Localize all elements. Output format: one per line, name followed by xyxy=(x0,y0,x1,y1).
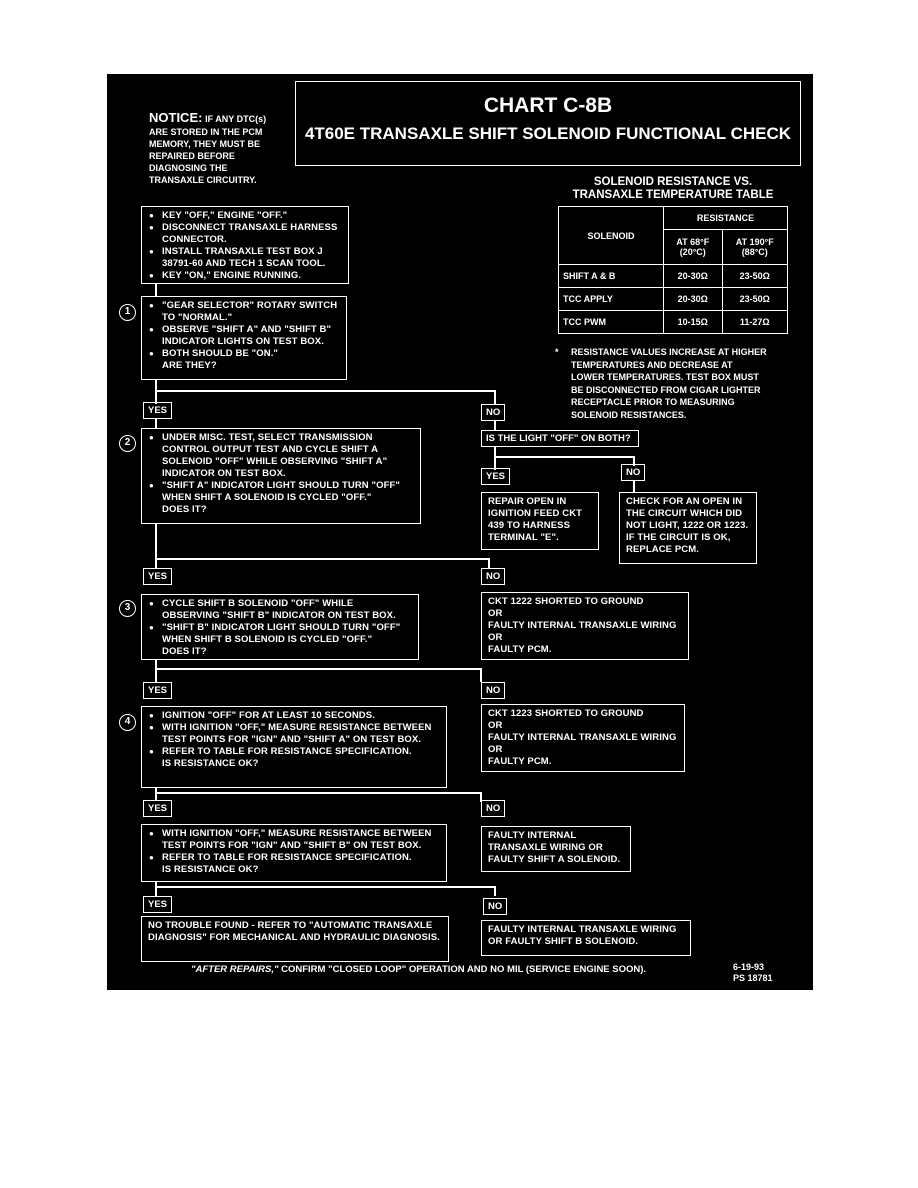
step-4-box xyxy=(141,706,447,788)
check-open-box: CHECK FOR AN OPEN IN THE CIRCUIT WHICH DID NOT LIGHT, 1222 OR 1223. IF THE CIRCUIT IS OK, REPLACE PCM. xyxy=(619,492,757,564)
step-3-item: ● CYCLE SHIFT B SOLENOID "OFF" WHILE OBSERVING "SHIFT B" INDICATOR ON TEST BOX. xyxy=(162,598,412,622)
ckt-1223-line: OR xyxy=(488,720,503,731)
chart-title: 4T60E TRANSAXLE SHIFT SOLENOID FUNCTIONAL CHECK xyxy=(304,124,792,143)
resistance-table xyxy=(558,206,788,334)
row-name: TCC APPLY xyxy=(559,288,664,311)
col-190-f: AT 190°F xyxy=(735,237,774,247)
notice-first-line: IF ANY DTC(s) xyxy=(205,114,267,124)
row-v190: 23-50Ω xyxy=(722,288,788,311)
footer-note xyxy=(191,964,711,976)
row-v68: 10-15Ω xyxy=(664,311,723,334)
step-4-item: ● REFER TO TABLE FOR RESISTANCE SPECIFICATION. IS RESISTANCE OK? xyxy=(162,746,440,770)
step-1-box xyxy=(141,296,347,380)
footnote-mark: * xyxy=(555,347,559,357)
ckt-1222-line: OR xyxy=(488,632,503,643)
col-68-f: AT 68°F xyxy=(676,237,710,247)
step-2-no: NO xyxy=(481,568,505,585)
faulty-shift-a-box: FAULTY INTERNAL TRANSAXLE WIRING OR FAULTY SHIFT A SOLENOID. xyxy=(481,826,631,872)
footer-ps: PS 18781 xyxy=(733,973,773,983)
repair-open-box: REPAIR OPEN IN IGNITION FEED CKT 439 TO HARNESS TERMINAL "E". xyxy=(481,492,599,550)
setup-item: ● DISCONNECT TRANSAXLE HARNESS CONNECTOR. xyxy=(162,222,342,246)
ckt-1223-line: OR xyxy=(488,744,503,755)
footnote-line: RECEPTACLE PRIOR TO MEASURING xyxy=(571,397,735,407)
light-off-question: IS THE LIGHT "OFF" ON BOTH? xyxy=(481,430,639,447)
ckt-1223-line: FAULTY PCM. xyxy=(488,756,552,767)
step-1-item: ● BOTH SHOULD BE "ON." ARE THEY? xyxy=(162,348,340,372)
setup-item: ● INSTALL TRANSAXLE TEST BOX J 38791-60 AND TECH 1 SCAN TOOL. xyxy=(162,246,342,270)
step-2-question: DOES IT? xyxy=(162,504,207,515)
step-4-yes: YES xyxy=(143,800,172,817)
ckt-1222-line: OR xyxy=(488,608,503,619)
chart-id: CHART C-8B xyxy=(483,94,613,117)
col-solenoid: SOLENOID xyxy=(559,207,664,265)
no-trouble-box: NO TROUBLE FOUND - REFER TO "AUTOMATIC TRANSAXLE DIAGNOSIS" FOR MECHANICAL AND HYDRAULIC DIAGNOSIS. xyxy=(141,916,449,962)
footer-confirm: CONFIRM "CLOSED LOOP" OPERATION AND NO MIL (SERVICE ENGINE SOON). xyxy=(281,964,647,975)
step-4-item: ● WITH IGNITION "OFF," MEASURE RESISTANCE BETWEEN TEST POINTS FOR "IGN" AND "SHIFT A" ON TEST BOX. xyxy=(162,722,440,746)
light-off-yes: YES xyxy=(481,468,510,485)
step-4-no: NO xyxy=(481,800,505,817)
step-2-item: ● "SHIFT A" INDICATOR LIGHT SHOULD TURN "OFF" WHEN SHIFT A SOLENOID IS CYCLED "OFF." DOES IT? xyxy=(162,480,414,516)
step-5-box xyxy=(141,824,447,882)
step-4-marker: 4 xyxy=(119,714,136,731)
col-190-c: (88°C) xyxy=(741,247,768,257)
notice-line: TRANSAXLE CIRCUITRY. xyxy=(149,175,257,185)
resistance-title-line1: SOLENOID RESISTANCE VS. xyxy=(593,176,753,188)
notice xyxy=(149,112,289,186)
step-1-marker: 1 xyxy=(119,304,136,321)
footer-after-repairs: "AFTER REPAIRS," xyxy=(191,964,279,975)
flowchart-panel xyxy=(107,74,813,990)
row-name: TCC PWM xyxy=(559,311,664,334)
step-4-question: IS RESISTANCE OK? xyxy=(162,758,259,769)
step-3-no: NO xyxy=(481,682,505,699)
footer-date-block xyxy=(733,962,803,984)
step-5-yes: YES xyxy=(143,896,172,913)
footnote-line: BE DISCONNECTED FROM CIGAR LIGHTER xyxy=(571,384,761,395)
col-68 xyxy=(664,230,723,265)
table-row xyxy=(559,288,788,311)
notice-line: REPAIRED BEFORE xyxy=(149,151,235,161)
row-name: SHIFT A & B xyxy=(559,265,664,288)
step-1-item: ● "GEAR SELECTOR" ROTARY SWITCH TO "NORMAL." xyxy=(162,300,340,324)
step-4-item: ● IGNITION "OFF" FOR AT LEAST 10 SECONDS. xyxy=(162,710,440,722)
step-3-box xyxy=(141,594,419,660)
setup-item: ● KEY "OFF," ENGINE "OFF." xyxy=(162,210,342,222)
step-3-item: ● "SHIFT B" INDICATOR LIGHT SHOULD TURN "OFF" WHEN SHIFT B SOLENOID IS CYCLED "OFF." DOES IT? xyxy=(162,622,412,658)
footer-date: 6-19-93 xyxy=(733,962,765,972)
footnote-line: RESISTANCE VALUES INCREASE AT HIGHER xyxy=(571,347,767,357)
step-5-item: ● REFER TO TABLE FOR RESISTANCE SPECIFICATION. IS RESISTANCE OK? xyxy=(162,852,440,876)
table-row xyxy=(559,311,788,334)
step-1-yes: YES xyxy=(143,402,172,419)
step-5-item: ● WITH IGNITION "OFF," MEASURE RESISTANCE BETWEEN TEST POINTS FOR "IGN" AND "SHIFT B" ON TEST BOX. xyxy=(162,828,440,852)
table-row xyxy=(559,265,788,288)
step-5-no: NO xyxy=(483,898,507,915)
notice-label: NOTICE: xyxy=(149,110,203,125)
resistance-table-title xyxy=(558,176,788,202)
row-v190: 23-50Ω xyxy=(722,265,788,288)
ckt-1222-line: FAULTY INTERNAL TRANSAXLE WIRING xyxy=(488,620,677,631)
step-1-no: NO xyxy=(481,404,505,421)
ckt-1222-line: CKT 1222 SHORTED TO GROUND xyxy=(488,596,644,607)
notice-line: DIAGNOSING THE xyxy=(149,163,228,173)
step-1-question: ARE THEY? xyxy=(162,360,217,371)
step-2-box xyxy=(141,428,421,524)
title-box xyxy=(295,81,801,166)
setup-item: ● KEY "ON," ENGINE RUNNING. xyxy=(162,270,342,282)
notice-line: ARE STORED IN THE PCM xyxy=(149,127,263,137)
ckt-1223-line: FAULTY INTERNAL TRANSAXLE WIRING xyxy=(488,732,677,743)
footnote-line: LOWER TEMPERATURES. TEST BOX MUST xyxy=(571,372,759,382)
row-v68: 20-30Ω xyxy=(664,288,723,311)
col-68-c: (20°C) xyxy=(679,247,706,257)
ckt-1223-line: CKT 1223 SHORTED TO GROUND xyxy=(488,708,644,719)
resistance-footnote xyxy=(555,346,805,421)
setup-box xyxy=(141,206,349,284)
footnote-line: SOLENOID RESISTANCES. xyxy=(571,409,687,420)
light-off-no: NO xyxy=(621,464,645,481)
step-2-marker: 2 xyxy=(119,435,136,452)
col-resistance: RESISTANCE xyxy=(664,207,788,230)
notice-line: MEMORY, THEY MUST BE xyxy=(149,139,261,149)
row-v190: 11-27Ω xyxy=(722,311,788,334)
ckt-1223-box xyxy=(481,704,685,772)
footnote-line: TEMPERATURES AND DECREASE AT xyxy=(571,359,733,370)
step-3-question: DOES IT? xyxy=(162,646,207,657)
ckt-1222-box xyxy=(481,592,689,660)
step-3-marker: 3 xyxy=(119,600,136,617)
row-v68: 20-30Ω xyxy=(664,265,723,288)
step-3-yes: YES xyxy=(143,682,172,699)
step-1-item: ● OBSERVE "SHIFT A" AND "SHIFT B" INDICATOR LIGHTS ON TEST BOX. xyxy=(162,324,340,348)
step-5-question: IS RESISTANCE OK? xyxy=(162,864,259,875)
ckt-1222-line: FAULTY PCM. xyxy=(488,644,552,655)
resistance-title-line2: TRANSAXLE TEMPERATURE TABLE xyxy=(572,189,774,201)
faulty-shift-b-box: FAULTY INTERNAL TRANSAXLE WIRING OR FAULTY SHIFT B SOLENOID. xyxy=(481,920,691,956)
col-190 xyxy=(722,230,788,265)
step-2-yes: YES xyxy=(143,568,172,585)
step-2-item: ● UNDER MISC. TEST, SELECT TRANSMISSION CONTROL OUTPUT TEST AND CYCLE SHIFT A SOLENOID "OFF" WHILE OBSERVING "SHIFT A" INDICATOR ON TEST BOX. xyxy=(162,432,414,480)
